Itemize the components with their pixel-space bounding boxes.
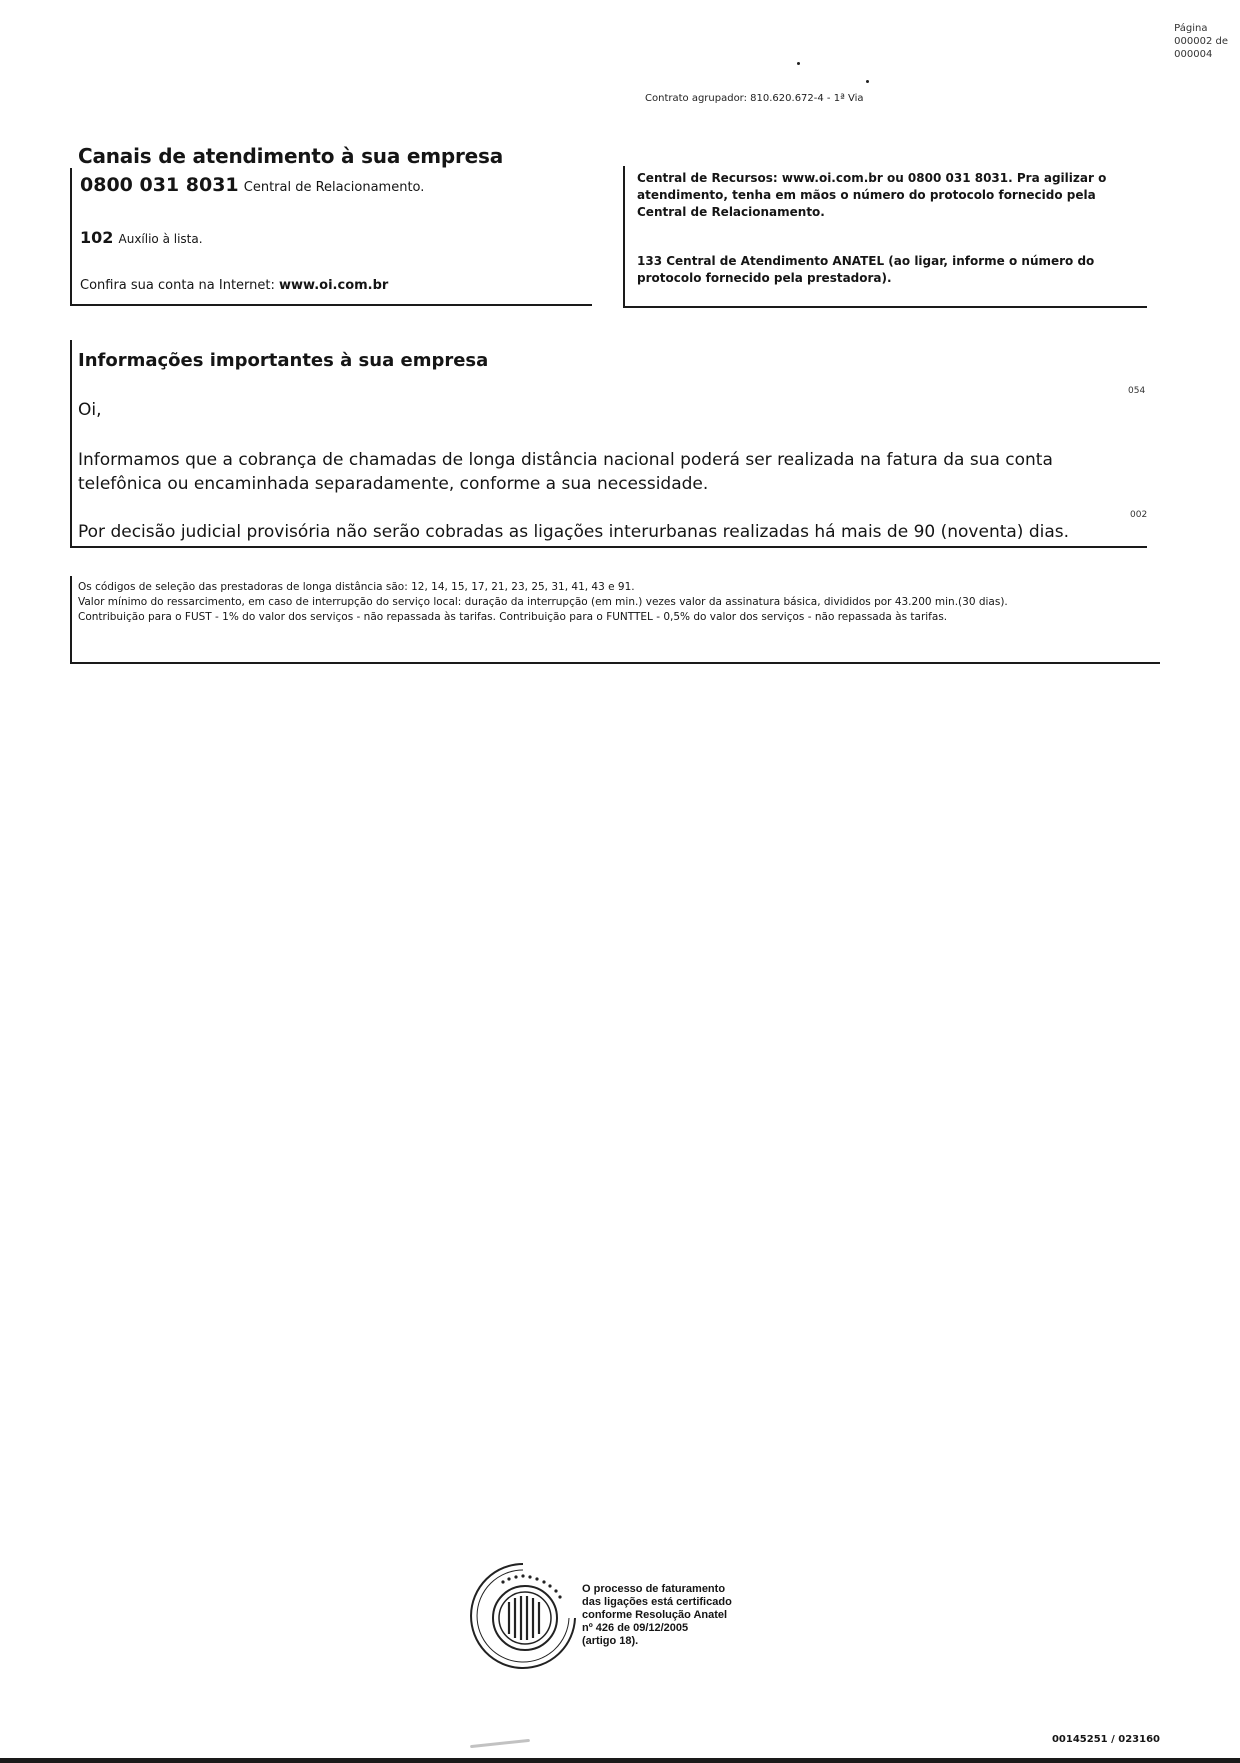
seal-line-3: conforme Resolução Anatel xyxy=(582,1609,728,1621)
page-current: 000002 de xyxy=(1174,36,1228,47)
seal-line-1: O processo de faturamento xyxy=(582,1583,726,1595)
help-description: Auxílio à lista. xyxy=(118,232,203,246)
contract-number: Contrato agrupador: 810.620.672-4 - 1ª Via xyxy=(645,93,864,104)
document-code: 00145251 / 023160 xyxy=(1051,1734,1160,1745)
page-total: 000004 xyxy=(1174,49,1213,60)
anatel-text: 133 Central de Atendimento ANATEL (ao ligar, informe o número do protocolo fornecido pela prestadora). xyxy=(637,254,1095,285)
notes xyxy=(78,580,1154,625)
info-paragraph-1: Informamos que a cobrança de chamadas de longa distância nacional poderá ser realizada na fatura da sua conta telefônica ou encaminhada separadamente, conforme a sua necessidade. xyxy=(78,450,1053,494)
info-greeting: Oi, xyxy=(78,400,102,420)
phone-description: Central de Relacionamento. xyxy=(243,180,425,195)
seal-line-2: das ligações está certificado xyxy=(582,1596,732,1608)
message-code-2: 002 xyxy=(1130,510,1148,520)
seal-line-5: (artigo 18). xyxy=(582,1635,639,1647)
info-paragraph-2: Por decisão judicial provisória não serão cobradas as ligações interurbanas realizadas há mais de 90 (noventa) dias. xyxy=(78,522,1070,542)
internet-url: www.oi.com.br xyxy=(279,278,389,293)
print-speck xyxy=(797,62,800,65)
note-line-1: Os códigos de seleção das prestadoras de longa distância são: 12, 14, 15, 17, 21, 23, 25, 31, 41, 43 e 91. xyxy=(78,581,635,593)
page-counter xyxy=(1174,22,1228,61)
relationship-phone xyxy=(80,174,424,196)
message-code-1: 054 xyxy=(1128,386,1146,396)
canais-box xyxy=(70,168,592,306)
page-label: Página xyxy=(1174,23,1208,34)
print-speck xyxy=(866,80,869,83)
seal-line-4: nº 426 de 09/12/2005 xyxy=(582,1622,689,1634)
info-title: Informações importantes à sua empresa xyxy=(78,350,489,371)
notes-box xyxy=(70,576,1160,664)
abnt-seal-icon xyxy=(463,1556,583,1676)
help-number: 102 xyxy=(80,228,114,247)
internet-line xyxy=(80,278,388,293)
note-line-2: Valor mínimo do ressarcimento, em caso de interrupção do serviço local: duração da interrupção (em min.) vezes valor da assinatura básica, divididos por 43.200 min.(30 dias). xyxy=(78,596,1008,608)
info-box xyxy=(70,340,1147,548)
directory-help xyxy=(80,228,203,247)
note-line-3: Contribuição para o FUST - 1% do valor dos serviços - não repassada às tarifas. Contribuição para o FUNTTEL - 0,5% do valor dos serviços - não repassada às tarifas. xyxy=(78,611,948,623)
canais-title: Canais de atendimento à sua empresa xyxy=(78,144,504,168)
internet-label: Confira sua conta na Internet: xyxy=(80,278,275,293)
seal-statement xyxy=(582,1583,732,1648)
phone-number: 0800 031 8031 xyxy=(80,174,239,196)
recursos-text: Central de Recursos: www.oi.com.br ou 0800 031 8031. Pra agilizar o atendimento, tenha em mãos o número do protocolo fornecido pela Central de Relacionamento. xyxy=(637,171,1107,219)
scan-smudge xyxy=(470,1739,530,1748)
recursos-box xyxy=(623,166,1147,308)
bottom-edge-rule xyxy=(0,1758,1240,1763)
